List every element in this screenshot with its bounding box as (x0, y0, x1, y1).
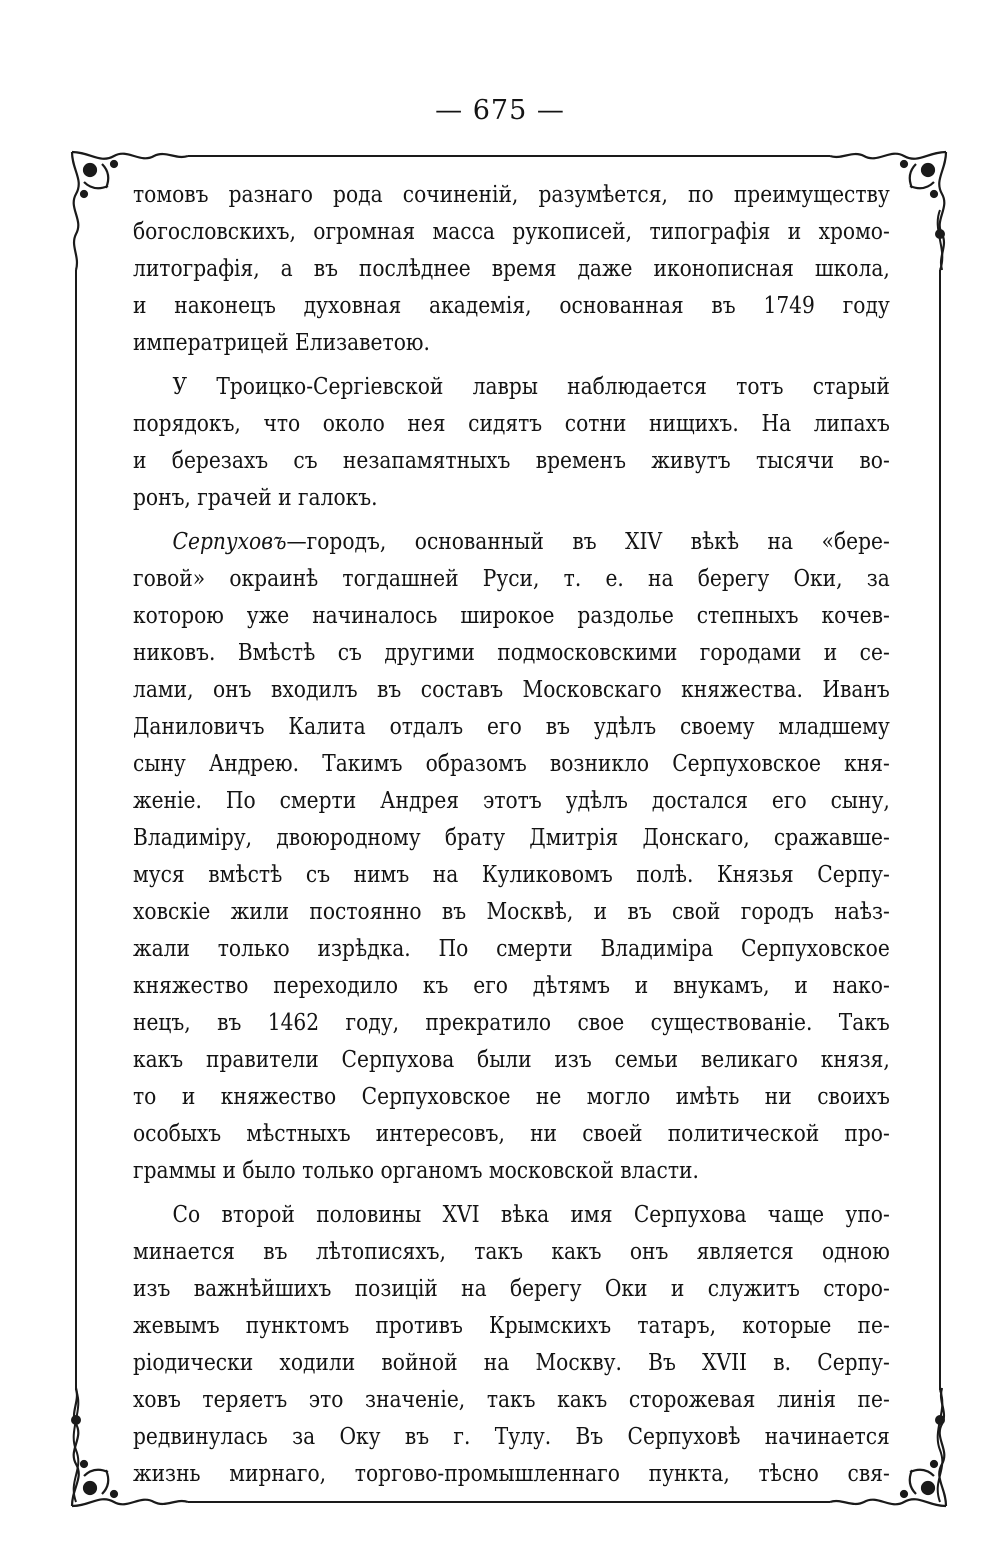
text-line: ховскіе жили постоянно въ Москвѣ, и въ свой городъ наѣз- (133, 897, 890, 925)
body-text (133, 176, 890, 1492)
text-line: женіе. По смерти Андрея этотъ удѣлъ достался его сыну, (133, 786, 890, 814)
text-line: муся вмѣстѣ съ нимъ на Куликовомъ полѣ. Князья Серпу- (133, 860, 890, 888)
text-line: ронъ, грачей и галокъ. (133, 483, 378, 511)
text-line: порядокъ, что около нея сидятъ сотни нищихъ. На липахъ (133, 409, 890, 437)
text-line: ховъ теряетъ это значеніе, такъ какъ сторожевая линія пе- (133, 1385, 890, 1413)
text-line: ріодически ходили войной на Москву. Въ XVII в. Серпу- (133, 1348, 890, 1376)
text-line: изъ важнѣйшихъ позицій на берегу Оки и служитъ сторо- (133, 1274, 890, 1302)
text-line (133, 523, 890, 560)
text-line: жали только изрѣдка. По смерти Владиміра Серпуховское (133, 934, 890, 962)
text-line: Со второй половины XVI вѣка имя Серпухова чаще упо- (172, 1200, 890, 1228)
text-line: княжество переходило къ его дѣтямъ и внукамъ, и нако- (133, 971, 890, 999)
text-line: которою уже начиналось широкое раздолье степныхъ кочев- (133, 601, 890, 629)
text-line: и наконецъ духовная академія, основанная въ 1749 году (133, 291, 890, 319)
text-line: литографія, а въ послѣднее время даже иконописная школа, (133, 254, 890, 282)
text-line: никовъ. Вмѣстѣ съ другими подмосковскими городами и се- (133, 638, 890, 666)
text-line: Даниловичъ Калита отдалъ его въ удѣлъ своему младшему (133, 712, 890, 740)
text-line: жевымъ пунктомъ противъ Крымскихъ татаръ, которые пе- (133, 1311, 890, 1339)
text-fragment: —городъ, основанный въ XIV вѣкѣ на «бере- (286, 527, 890, 555)
text-line: редвинулась за Оку въ г. Тулу. Въ Серпуховѣ начинается (133, 1422, 890, 1450)
text-line: императрицей Елизаветою. (133, 328, 430, 356)
text-line: минается въ лѣтописяхъ, такъ какъ онъ является одною (133, 1237, 890, 1265)
place-name: Серпуховъ (172, 527, 287, 555)
paragraph-2 (133, 368, 890, 516)
text-line: сыну Андрею. Такимъ образомъ возникло Серпуховское кня- (133, 749, 890, 777)
paragraph-1 (133, 176, 890, 361)
page-number: — 675 — (435, 95, 565, 126)
paragraph-3 (133, 523, 890, 1189)
text-line: жизнь мирнаго, торгово-промышленнаго пункта, тѣсно свя- (133, 1459, 890, 1487)
paragraph-4 (133, 1196, 890, 1492)
text-line: какъ правители Серпухова были изъ семьи великаго князя, (133, 1045, 890, 1073)
text-line: нецъ, въ 1462 году, прекратило свое существованіе. Такъ (133, 1008, 890, 1036)
text-line: лами, онъ входилъ въ составъ Московскаго княжества. Иванъ (133, 675, 890, 703)
text-line: У Троицко-Сергіевской лавры наблюдается тотъ старый (172, 372, 890, 400)
text-line: говой» окраинѣ тогдашней Руси, т. е. на берегу Оки, за (133, 564, 890, 592)
text-line: особыхъ мѣстныхъ интересовъ, ни своей политической про- (133, 1119, 890, 1147)
text-line: Владиміру, двоюродному брату Дмитрія Донскаго, сражавше- (133, 823, 890, 851)
text-line: богословскихъ, огромная масса рукописей, типографія и хромо- (133, 217, 890, 245)
text-line: граммы и было только органомъ московской власти. (133, 1156, 699, 1184)
text-line: и березахъ съ незапамятныхъ временъ живутъ тысячи во- (133, 446, 890, 474)
text-line: то и княжество Серпуховское не могло имѣть ни своихъ (133, 1082, 890, 1110)
text-line: томовъ разнаго рода сочиненій, разумѣется, по преимуществу (133, 180, 890, 208)
